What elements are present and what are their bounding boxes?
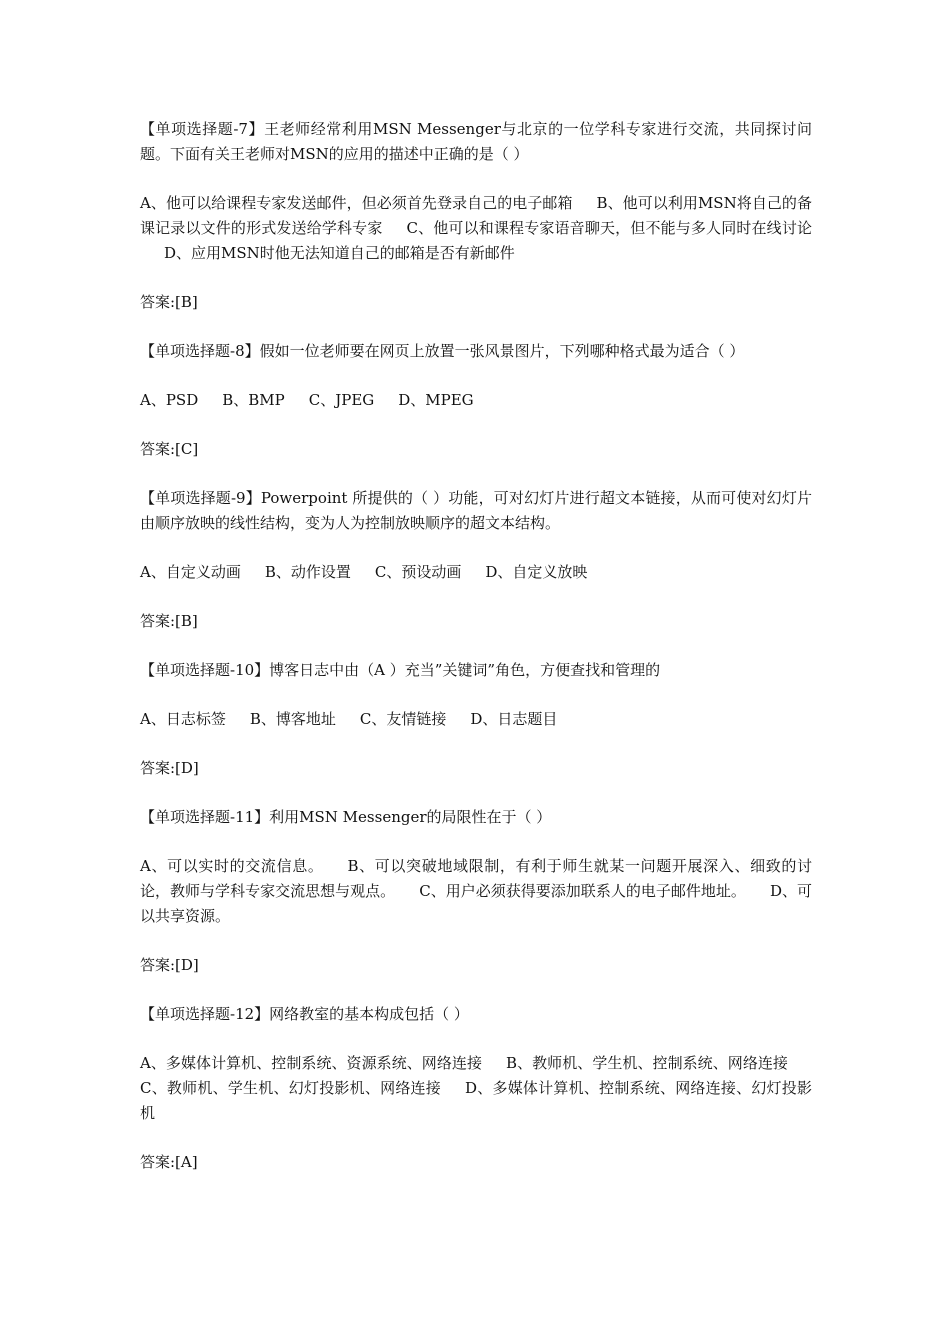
answer-text: 答案:[C]: [140, 440, 199, 458]
option-a: A、日志标签: [140, 710, 226, 728]
option-d: D、应用MSN时他无法知道自己的邮箱是否有新邮件: [164, 244, 515, 262]
question-7: [140, 117, 812, 315]
document-page: [140, 117, 812, 1199]
option-b: B、他可以利用MSN将自己的备课记录以文件的形式发送给学科专家: [140, 194, 812, 237]
question-12: [140, 1002, 812, 1175]
option-c: C、友情链接: [359, 710, 447, 728]
option-d: D、可以共享资源。: [140, 882, 812, 925]
option-c: C、他可以和课程专家语音聊天，但不能与多人同时在线讨论: [406, 219, 812, 237]
answer-text: 答案:[B]: [140, 293, 198, 311]
answer-text: 答案:[D]: [140, 759, 199, 777]
option-d: D、自定义放映: [485, 563, 588, 581]
option-c: C、教师机、学生机、幻灯投影机、网络连接: [140, 1079, 441, 1097]
option-a: A、多媒体计算机、控制系统、资源系统、网络连接: [140, 1054, 482, 1072]
question-11: [140, 805, 812, 978]
option-b: B、可以突破地域限制，有利于师生就某一问题开展深入、细致的讨论，教师与学科专家交流思想与观点。: [140, 857, 812, 900]
option-b: B、博客地址: [249, 710, 336, 728]
question-stem: 【单项选择题-10】博客日志中由（A ）充当”关键词”角色，方便查找和管理的: [140, 661, 661, 679]
question-10: [140, 658, 812, 781]
question-8: [140, 339, 812, 462]
question-options: [140, 707, 812, 732]
question-options: [140, 854, 812, 929]
answer-text: 答案:[B]: [140, 612, 198, 630]
option-a: A、PSD: [140, 391, 199, 409]
option-a: A、他可以给课程专家发送邮件，但必须首先登录自己的电子邮箱: [140, 194, 573, 212]
question-stem: 【单项选择题-12】网络教室的基本构成包括（ ）: [140, 1005, 469, 1023]
option-a: A、自定义动画: [140, 563, 241, 581]
question-stem: 【单项选择题-7】王老师经常利用MSN Messenger与北京的一位学科专家进行交流，共同探讨问题。下面有关王老师对MSN的应用的描述中正确的是（ ）: [140, 120, 812, 163]
option-d: D、日志题目: [470, 710, 558, 728]
option-c: C、JPEG: [308, 391, 375, 409]
option-a: A、可以实时的交流信息。: [140, 857, 324, 875]
option-b: B、BMP: [222, 391, 285, 409]
answer-text: 答案:[A]: [140, 1153, 198, 1171]
option-d: D、多媒体计算机、控制系统、网络连接、幻灯投影机: [140, 1079, 812, 1122]
question-options: [140, 388, 812, 413]
question-stem: 【单项选择题-8】假如一位老师要在网页上放置一张风景图片，下列哪种格式最为适合（ ）: [140, 342, 745, 360]
option-b: B、教师机、学生机、控制系统、网络连接: [506, 1054, 788, 1072]
question-9: [140, 486, 812, 634]
option-d: D、MPEG: [398, 391, 474, 409]
option-b: B、动作设置: [264, 563, 351, 581]
question-options: [140, 560, 812, 585]
question-options: [140, 191, 812, 266]
answer-text: 答案:[D]: [140, 956, 199, 974]
question-stem: 【单项选择题-9】Powerpoint 所提供的（ ）功能，可对幻灯片进行超文本链接，从而可使对幻灯片由顺序放映的线性结构，变为人为控制放映顺序的超文本结构。: [140, 489, 812, 532]
option-c: C、用户必须获得要添加联系人的电子邮件地址。: [419, 882, 746, 900]
question-options: [140, 1051, 812, 1126]
question-stem: 【单项选择题-11】利用MSN Messenger的局限性在于（ ）: [140, 808, 552, 826]
option-c: C、预设动画: [374, 563, 462, 581]
